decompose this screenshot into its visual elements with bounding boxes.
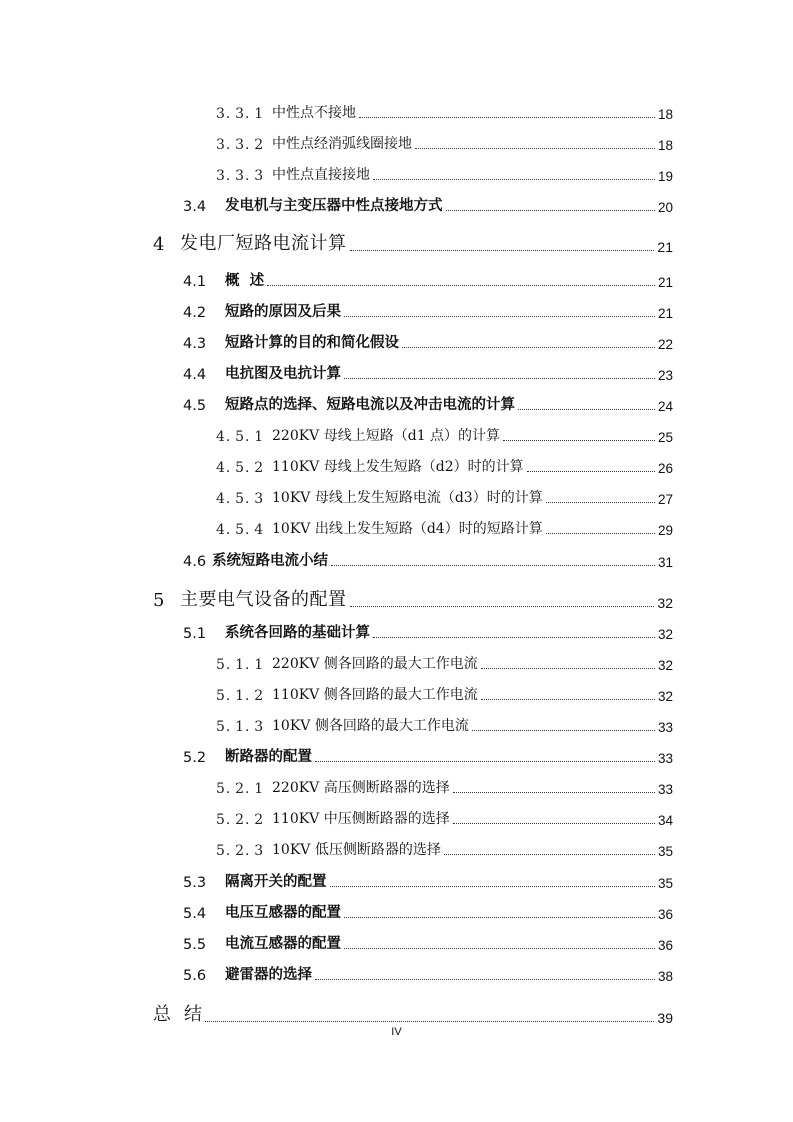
toc-entry[interactable] (216, 162, 673, 184)
toc-entry-number: 5. 2. 2 (216, 812, 265, 828)
toc-entry[interactable] (216, 423, 673, 445)
toc-entry-title: 电抗图及电抗计算 (225, 366, 341, 382)
toc-entry-page: 39 (657, 1010, 673, 1026)
toc-entry-number: 4. 5. 2 (216, 460, 265, 476)
toc-entry[interactable] (216, 713, 673, 735)
toc-entry-number: 3. 3. 2 (216, 137, 265, 153)
toc-entry-number: 5. 2. 3 (216, 843, 265, 859)
dot-leader (373, 637, 655, 638)
toc-entry-title: 110KV 中压侧断路器的选择 (272, 811, 450, 827)
toc-entry[interactable] (183, 900, 673, 922)
toc-entry-page: 29 (657, 523, 673, 538)
toc-entry-title: 电压互感器的配置 (225, 905, 341, 921)
toc-entry-page: 18 (657, 138, 673, 153)
toc-entry-title: 短路的原因及后果 (225, 304, 341, 320)
toc-entry-title: 10KV 出线上发生短路（d4）时的短路计算 (272, 521, 543, 537)
toc-entry-number: 5 (153, 590, 165, 611)
toc-entry-title: 10KV 母线上发生短路电流（d3）时的计算 (272, 490, 543, 506)
toc-entry[interactable] (216, 775, 673, 797)
toc-entry-page: 20 (657, 200, 673, 215)
dot-leader (503, 440, 655, 441)
toc-entry-title: 短路点的选择、短路电流以及冲击电流的计算 (225, 397, 515, 413)
toc-entry-number: 4.5 (183, 398, 207, 414)
toc-entry[interactable] (153, 229, 673, 255)
toc-entry-title: 系统短路电流小结 (212, 553, 329, 569)
toc-entry-title: 220KV 高压侧断路器的选择 (272, 780, 450, 796)
toc-entry[interactable] (183, 299, 673, 321)
toc-entry-title: 110KV 母线上发生短路（d2）时的计算 (272, 459, 524, 475)
toc-entry-title: 发电机与主变压器中性点接地方式 (225, 198, 443, 214)
toc-entry[interactable] (183, 869, 673, 891)
dot-leader (315, 761, 655, 762)
dot-leader (344, 316, 655, 317)
toc-entry-number: 4.4 (183, 367, 207, 383)
dot-leader (344, 378, 655, 379)
toc-entry-number: 5.6 (183, 968, 207, 984)
dot-leader (315, 979, 655, 980)
toc-entry-title: 220KV 母线上短路（d1 点）的计算 (272, 428, 501, 444)
dot-leader (481, 668, 655, 669)
dot-leader (453, 792, 655, 793)
dot-leader (518, 409, 655, 410)
toc-entry-page: 21 (657, 239, 673, 255)
dot-leader (527, 471, 655, 472)
toc-entry-page: 36 (657, 907, 673, 922)
toc-entry-page: 32 (657, 627, 673, 642)
toc-entry-title: 中性点直接接地 (272, 167, 370, 183)
toc-entry[interactable] (216, 806, 673, 828)
toc-entry-number: 4.3 (183, 336, 207, 352)
toc-entry-page: 22 (657, 337, 673, 352)
toc-entry-title: 主要电气设备的配置 (180, 589, 347, 610)
toc-entry[interactable] (183, 931, 673, 953)
dot-leader (402, 347, 655, 348)
toc-entry[interactable] (183, 392, 673, 414)
toc-entry-number: 5. 1. 1 (216, 657, 265, 673)
toc-entry-title: 短路计算的目的和简化假设 (225, 335, 399, 351)
toc-entry[interactable] (153, 1000, 673, 1026)
toc-entry-page: 19 (657, 169, 673, 184)
toc-entry-title: 中性点经消弧线圈接地 (272, 136, 412, 152)
dot-leader (453, 823, 655, 824)
toc-entry[interactable] (216, 131, 673, 153)
toc-entry[interactable] (183, 620, 673, 642)
toc-entry[interactable] (153, 585, 673, 611)
toc-entry-number: 5. 1. 3 (216, 719, 265, 735)
toc-entry-page: 35 (657, 844, 673, 859)
dot-leader (415, 148, 655, 149)
toc-entry-page: 27 (657, 492, 673, 507)
toc-entry[interactable] (216, 682, 673, 704)
dot-leader (446, 210, 655, 211)
toc-entry-number: 4. 5. 1 (216, 429, 265, 445)
toc-entry-title: 电流互感器的配置 (225, 936, 341, 952)
toc-entry[interactable] (183, 193, 673, 215)
dot-leader (373, 179, 655, 180)
toc-entry-title: 总 结 (153, 1004, 203, 1025)
toc-entry[interactable] (183, 361, 673, 383)
toc-entry-title: 10KV 低压侧断路器的选择 (272, 842, 441, 858)
toc-entry[interactable] (183, 744, 673, 766)
toc-entry-page: 26 (657, 461, 673, 476)
dot-leader (481, 699, 655, 700)
toc-entry-title: 避雷器的选择 (225, 967, 312, 983)
dot-leader (330, 886, 655, 887)
toc-entry[interactable] (183, 330, 673, 352)
toc-entry-page: 32 (657, 658, 673, 673)
dot-leader (344, 917, 655, 918)
toc-entry-title: 110KV 侧各回路的最大工作电流 (272, 687, 478, 703)
toc-entry-number: 4.2 (183, 305, 207, 321)
toc-entry-number: 4. 5. 4 (216, 522, 265, 538)
dot-leader (546, 502, 655, 503)
toc-entry-title: 断路器的配置 (225, 749, 312, 765)
toc-entry-number: 4 (153, 234, 165, 255)
toc-entry-number: 3.4 (183, 199, 207, 215)
toc-entry[interactable] (183, 962, 673, 984)
toc-entry-title: 概 述 (225, 273, 265, 289)
dot-leader (472, 730, 655, 731)
toc-entry[interactable] (216, 516, 673, 538)
dot-leader (344, 948, 655, 949)
toc-entry-page: 38 (657, 969, 673, 984)
toc-entry[interactable] (216, 100, 673, 122)
toc-entry-page: 18 (657, 107, 673, 122)
dot-leader (350, 250, 655, 251)
dot-leader (546, 533, 655, 534)
toc-entry[interactable] (183, 548, 673, 570)
toc-entry-title: 系统各回路的基础计算 (225, 625, 370, 641)
toc-entry-title: 中性点不接地 (272, 105, 356, 121)
toc-entry-number: 3. 3. 1 (216, 106, 265, 122)
toc-entry-number: 5.3 (183, 875, 207, 891)
toc-entry-page: 21 (657, 306, 673, 321)
toc-entry-number: 4.1 (183, 274, 207, 290)
toc-entry-page: 24 (657, 399, 673, 414)
toc-entry-page: 25 (657, 430, 673, 445)
toc-entry-title: 220KV 侧各回路的最大工作电流 (272, 656, 478, 672)
dot-leader (350, 606, 655, 607)
toc-entry-title: 隔离开关的配置 (225, 874, 327, 890)
toc-entry-page: 23 (657, 368, 673, 383)
toc-entry-number: 5.4 (183, 906, 207, 922)
toc-entry[interactable] (216, 485, 673, 507)
toc-entry-page: 31 (657, 555, 673, 570)
toc-entry-title: 10KV 侧各回路的最大工作电流 (272, 718, 469, 734)
toc-entry-number: 5. 1. 2 (216, 688, 265, 704)
toc-entry-page: 35 (657, 876, 673, 891)
toc-entry-page: 36 (657, 938, 673, 953)
toc-entry-title: 发电厂短路电流计算 (180, 233, 347, 254)
toc-entry[interactable] (216, 837, 673, 859)
toc-entry-number: 3. 3. 3 (216, 168, 265, 184)
toc-entry-number: 5.1 (183, 626, 207, 642)
page-number-footer: IV (391, 1026, 402, 1038)
toc-entry-number: 5.2 (183, 750, 207, 766)
dot-leader (359, 117, 655, 118)
toc-entry-number: 4.6 (183, 554, 207, 570)
toc-entry-page: 34 (657, 813, 673, 828)
toc-entry[interactable] (216, 651, 673, 673)
dot-leader (205, 1021, 654, 1022)
toc-entry-page: 33 (657, 782, 673, 797)
toc-entry[interactable] (183, 268, 673, 290)
toc-entry-number: 4. 5. 3 (216, 491, 265, 507)
toc-entry-page: 21 (657, 275, 673, 290)
toc-entry-number: 5. 2. 1 (216, 781, 265, 797)
toc-entry-page: 32 (657, 595, 673, 611)
toc-entry-number: 5.5 (183, 937, 207, 953)
dot-leader (267, 285, 655, 286)
toc-entry-page: 33 (657, 720, 673, 735)
toc-entry-page: 33 (657, 751, 673, 766)
dot-leader (331, 565, 655, 566)
toc-entry-page: 32 (657, 689, 673, 704)
dot-leader (444, 854, 655, 855)
toc-entry[interactable] (216, 454, 673, 476)
